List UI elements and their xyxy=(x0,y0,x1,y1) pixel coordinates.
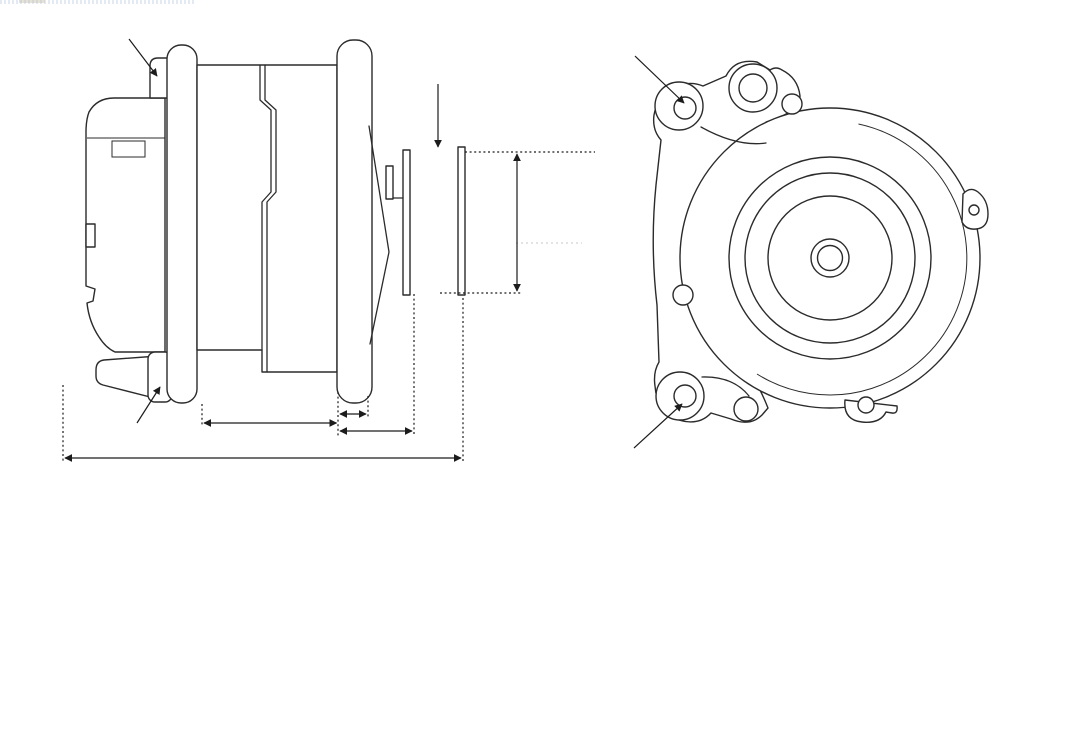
side-view-diagram xyxy=(63,39,595,462)
specs-table xyxy=(6,490,1074,494)
rear-endframe xyxy=(167,45,197,403)
screen-edge-artifact xyxy=(0,0,196,4)
front-bracket xyxy=(337,40,372,403)
pulley xyxy=(403,147,465,295)
d2-hole xyxy=(674,385,696,407)
front-view-diagram xyxy=(634,56,988,448)
d3-boss xyxy=(150,58,168,98)
rear-cover xyxy=(86,98,165,352)
d1-hole xyxy=(674,97,696,119)
